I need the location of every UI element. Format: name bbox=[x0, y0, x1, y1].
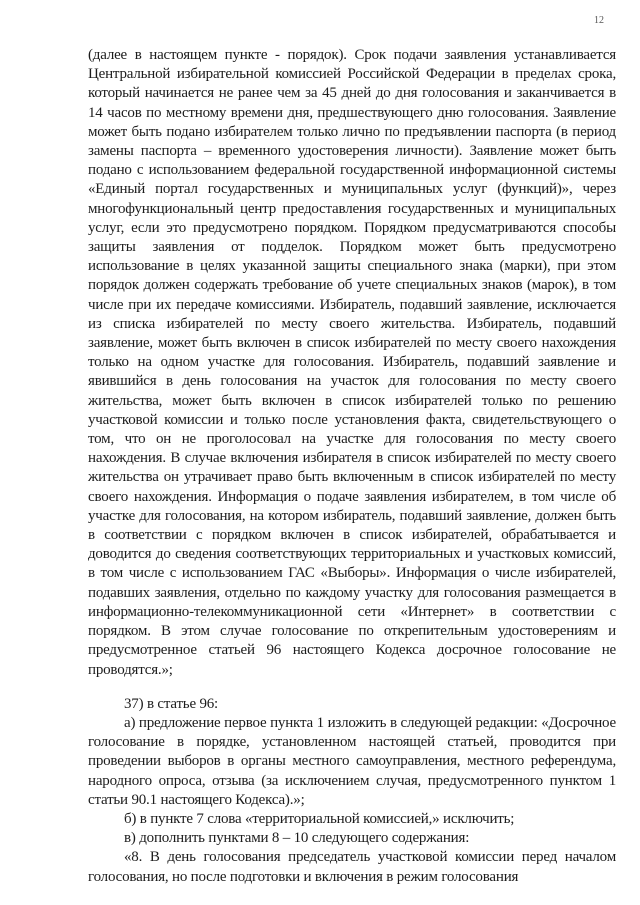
paragraph-item: а) предложение первое пункта 1 изложить в следующей редакции: «Досрочное голосование в порядке, установленном настоящей статьей, проводится при проведении выборов в органы местного самоуправления, местного референдума, народного опроса, отзыва (за исключением случая, предусмотренного пунктом 1 статьи 90.1 настоящего Кодекса).»; bbox=[88, 714, 616, 808]
paragraph-item: б) в пункте 7 слова «территориальной комиссией,» исключить; bbox=[124, 810, 515, 827]
paragraph-item: в) дополнить пунктами 8 – 10 следующего содержания: bbox=[124, 830, 470, 847]
paragraph-item: «8. В день голосования председатель участковой комиссии перед началом голосования, но после подготовки и включения в режим голосования bbox=[88, 849, 616, 885]
document-body bbox=[88, 46, 616, 887]
paragraph-item: (далее в настоящем пункте - порядок). Срок подачи заявления устанавливается Центральной избирательной комиссией Российской Федерации в пределах срока, который начинается не ранее чем за 45 дней до дня голосования и заканчивается в 14 часов по местному времени дня, предшествующего дню голосования. Заявление может быть подано избирателем только лично по предъявлении паспорта (в период замены паспорта – временного удостоверения личности). Заявление может быть подано с использованием федеральной государственной информационной системы «Единый портал государственных и муниципальных услуг (функций)», через многофункциональный центр предоставления государственных и муниципальных услуг, если это предусмотрено порядком. Порядком предусматриваются способы защиты заявления от подделок. Порядком может быть предусмотрено использование в целях указанной защиты специального знака (марки), при этом порядок должен содержать требование об учете специальных знаков (марок), в том числе при их передаче комиссиями. Избиратель, подавший заявление, исключается из списка избирателей по месту своего жительства. Избиратель, подавший заявление, может быть включен в список избирателей по месту своего нахождения только на одном участке для голосования. Избиратель, подавший заявление и явившийся в день голосования на участок для голосования по месту своего жительства, может быть включен в список избирателей только по решению участковой комиссии и только после установления факта, свидетельствующего о том, что он не проголосовал на участке для голосования по месту своего нахождения. В случае включения избирателя в список избирателей по месту своего жительства он утрачивает право быть включенным в список избирателей по месту своего нахождения. Информация о подаче заявления избирателем, в том числе об участке для голосования, на котором избиратель, подавший заявление, должен быть в соответствии с порядком включен в список избирателей, обрабатывается и доводится до сведения соответствующих территориальных и участковых комиссий, в том числе с использованием ГАС «Выборы». Информация о числе избирателей, подавших заявления, отдельно по каждому участку для голосования размещается в информационно-телекоммуникационной сети «Интернет» в соответствии с порядком. В этом случае голосование по открепительным удостоверениям и предусмотренное статьей 96 настоящего Кодекса досрочное голосование не проводятся.»; bbox=[88, 47, 616, 678]
paragraph-item: 37) в статье 96: bbox=[124, 695, 219, 712]
page-number: 12 bbox=[594, 15, 604, 26]
